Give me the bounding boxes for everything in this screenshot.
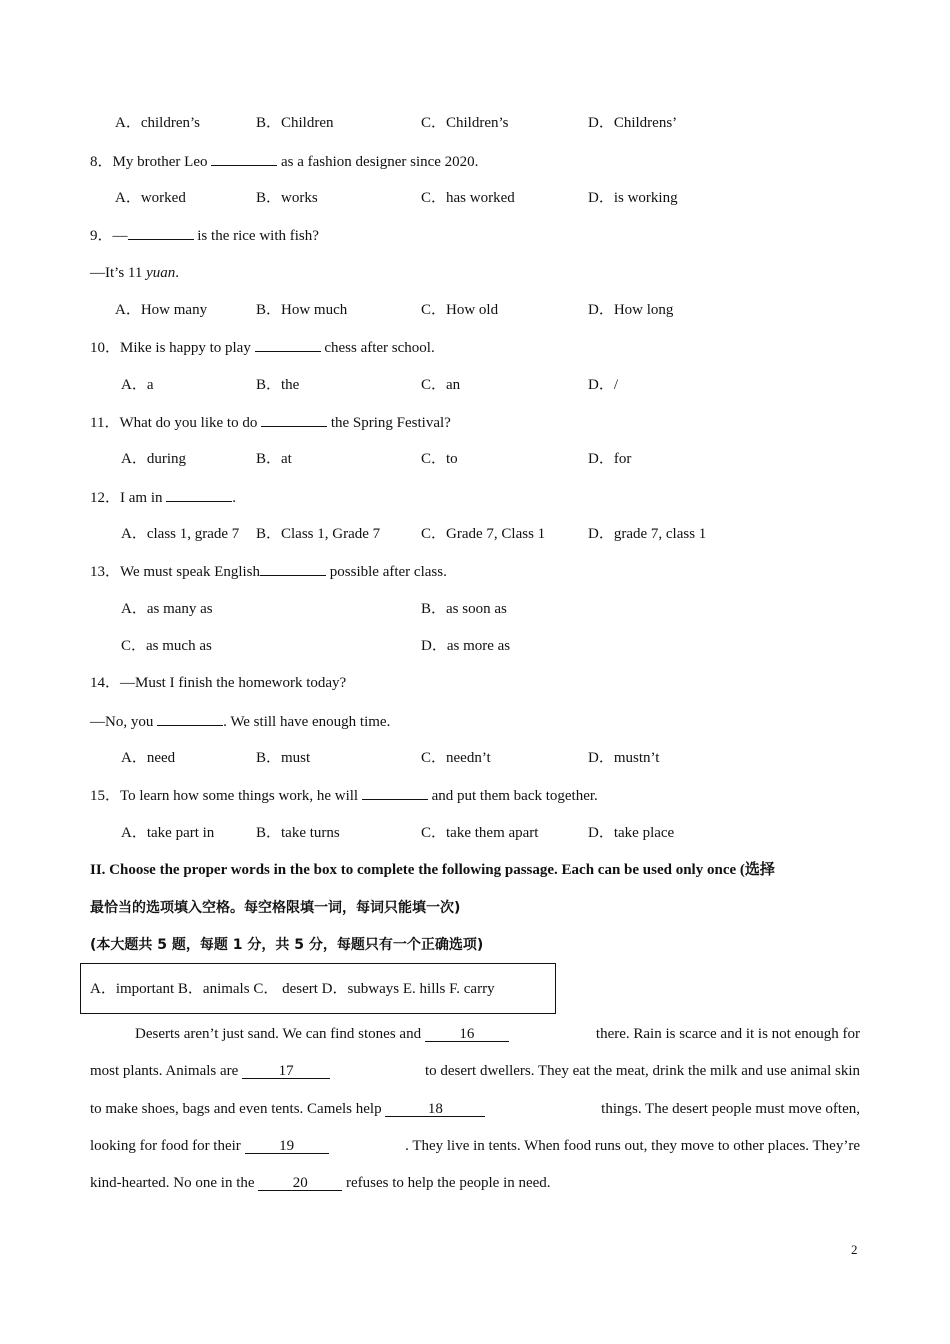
passage-text: things. The desert people must move often, bbox=[601, 1101, 860, 1117]
question-9-reply bbox=[90, 263, 179, 283]
question-10 bbox=[90, 337, 435, 358]
reply-italic: yuan bbox=[146, 265, 176, 281]
question-9 bbox=[90, 225, 319, 246]
question-text: 9．— bbox=[90, 228, 128, 244]
question-text: chess after school. bbox=[320, 340, 435, 356]
option-c: C．Children’s bbox=[421, 115, 509, 131]
option-c: C．an bbox=[421, 377, 461, 393]
word-box-text: A．important B．animals C． desert D．subways E. hills F. carry bbox=[90, 981, 495, 997]
option-a: A．during bbox=[121, 451, 186, 467]
option-a: A．as many as bbox=[121, 601, 213, 617]
page-number: 2 bbox=[851, 1242, 858, 1257]
passage-text: . They live in tents. When food runs out, they move to other places. They’re bbox=[405, 1138, 860, 1154]
question-text: 11．What do you like to do bbox=[90, 415, 262, 431]
option-b: B．must bbox=[256, 750, 311, 766]
section-2-scoring: (本大题共 5 题，每题 1 分，共 5 分，每题只有一个正确选项) bbox=[90, 937, 484, 953]
option-c: C．Grade 7, Class 1 bbox=[421, 526, 546, 542]
question-14 bbox=[90, 673, 346, 693]
option-b: B．works bbox=[256, 190, 318, 206]
blank-17: 17 bbox=[242, 1063, 330, 1079]
reply-text: . We still have enough time. bbox=[223, 714, 391, 730]
option-d: D．Childrens’ bbox=[588, 115, 678, 131]
passage-line-3 bbox=[90, 1099, 860, 1119]
question-text: 14．—Must I finish the homework today? bbox=[90, 675, 347, 691]
question-8 bbox=[90, 151, 478, 172]
option-c: C．as much as bbox=[121, 638, 212, 654]
passage-line-4 bbox=[90, 1136, 860, 1156]
option-d: D．is working bbox=[588, 190, 678, 206]
option-b: B．take turns bbox=[256, 825, 340, 841]
option-a: A．children’s bbox=[115, 115, 200, 131]
option-b: B．Class 1, Grade 7 bbox=[256, 526, 381, 542]
passage-text: kind-hearted. No one in the bbox=[90, 1175, 259, 1191]
option-b: B．the bbox=[256, 377, 300, 393]
answer-blank bbox=[255, 337, 321, 352]
option-d: D．take place bbox=[588, 825, 675, 841]
answer-blank bbox=[362, 785, 428, 800]
passage-text: to desert dwellers. They eat the meat, drink the milk and use animal skin bbox=[424, 1063, 860, 1079]
answer-blank bbox=[211, 151, 277, 166]
question-text: 13．We must speak English bbox=[90, 564, 261, 580]
passage-text: looking for food for their bbox=[90, 1138, 245, 1154]
passage-text: refuses to help the people in need. bbox=[342, 1175, 551, 1191]
option-a: A．worked bbox=[115, 190, 186, 206]
option-a: A．class 1, grade 7 bbox=[121, 526, 240, 542]
option-a: A．a bbox=[121, 377, 154, 393]
passage-text: most plants. Animals are bbox=[90, 1063, 243, 1079]
passage-line-2 bbox=[90, 1061, 860, 1081]
option-c: C．needn’t bbox=[421, 750, 491, 766]
option-d: D．as more as bbox=[421, 638, 511, 654]
question-text: is the rice with fish? bbox=[193, 228, 319, 244]
option-b: B．as soon as bbox=[421, 601, 507, 617]
question-text: . bbox=[232, 490, 236, 506]
blank-18: 18 bbox=[385, 1101, 485, 1117]
question-text: the Spring Festival? bbox=[327, 415, 451, 431]
reply-text: . bbox=[175, 265, 180, 281]
option-a: A．need bbox=[121, 750, 176, 766]
blank-19: 19 bbox=[245, 1138, 329, 1154]
passage-text: Deserts aren’t just sand. We can find stones and bbox=[135, 1026, 425, 1042]
answer-blank bbox=[157, 711, 223, 726]
option-c: C．How old bbox=[421, 302, 499, 318]
passage-text: there. Rain is scarce and it is not enough for bbox=[595, 1026, 860, 1042]
passage-line-1 bbox=[90, 1024, 860, 1044]
option-c: C．has worked bbox=[421, 190, 515, 206]
question-text: 10．Mike is happy to play bbox=[90, 340, 255, 356]
question-text: possible after class. bbox=[326, 564, 447, 580]
question-text: 12．I am in bbox=[90, 490, 167, 506]
answer-blank bbox=[261, 412, 327, 427]
question-text: as a fashion designer since 2020. bbox=[277, 154, 479, 170]
option-b: B．at bbox=[256, 451, 292, 467]
question-text: 15．To learn how some things work, he will bbox=[90, 788, 362, 804]
option-c: C．to bbox=[421, 451, 458, 467]
section-2-title-cn: 最恰当的选项填入空格。每空格限填一词，每词只能填一次) bbox=[90, 900, 461, 916]
question-text: and put them back together. bbox=[427, 788, 598, 804]
option-b: B．Children bbox=[256, 115, 334, 131]
question-12 bbox=[90, 487, 236, 508]
question-14-reply bbox=[90, 711, 390, 732]
answer-blank bbox=[128, 225, 194, 240]
reply-text: —It’s 11 bbox=[90, 265, 147, 281]
question-15 bbox=[90, 785, 598, 806]
option-d: D．How long bbox=[588, 302, 674, 318]
option-d: D．for bbox=[588, 451, 632, 467]
option-b: B．How much bbox=[256, 302, 348, 318]
option-c: C．take them apart bbox=[421, 825, 539, 841]
option-a: A．How many bbox=[115, 302, 208, 318]
section-2-title: II. Choose the proper words in the box to complete the following passage. Each can be used only once (选择 bbox=[90, 862, 775, 878]
reply-text: —No, you bbox=[90, 714, 158, 730]
answer-blank bbox=[166, 487, 232, 502]
word-box bbox=[80, 963, 556, 1014]
blank-16: 16 bbox=[425, 1026, 509, 1042]
question-13 bbox=[90, 561, 447, 582]
blank-20: 20 bbox=[258, 1175, 342, 1191]
passage-line-5 bbox=[90, 1173, 860, 1193]
option-a: A．take part in bbox=[121, 825, 215, 841]
option-d: D．/ bbox=[588, 377, 619, 393]
option-d: D．mustn’t bbox=[588, 750, 660, 766]
answer-blank bbox=[260, 561, 326, 576]
question-11 bbox=[90, 412, 451, 433]
question-text: 8．My brother Leo bbox=[90, 154, 212, 170]
passage-text: to make shoes, bags and even tents. Camels help bbox=[90, 1101, 386, 1117]
option-d: D．grade 7, class 1 bbox=[588, 526, 707, 542]
